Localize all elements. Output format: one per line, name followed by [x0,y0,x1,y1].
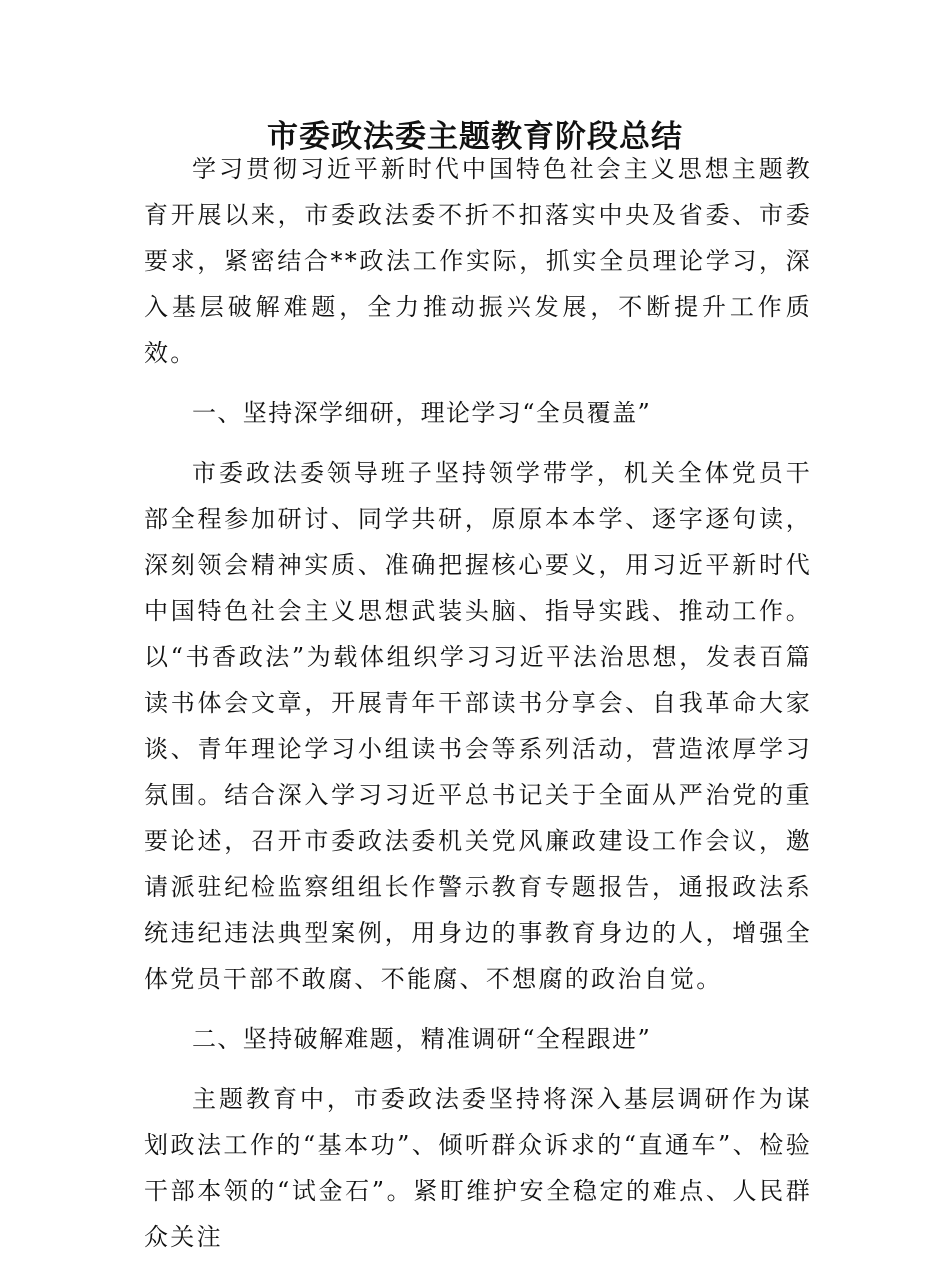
intro-paragraph: 学习贯彻习近平新时代中国特色社会主义思想主题教育开展以来，市委政法委不折不扣落实中央及省委、市委要求，紧密结合**政法工作实际，抓实全员理论学习，深入基层破解难题，全力推动振兴发展，不断提升工作质效。 [144,155,812,367]
section-2-paragraph: 主题教育中，市委政法委坚持将深入基层调研作为谋划政法工作的“基本功”、倾听群众诉求的“直通车”、检验干部本领的“试金石”。紧盯维护安全稳定的难点、人民群众关注 [144,1085,812,1251]
section-1-heading: 一、坚持深学细研，理论学习“全员覆盖” [192,399,652,427]
document-title: 市委政法委主题教育阶段总结 [267,119,683,155]
section-1-paragraph: 市委政法委领导班子坚持领学带学，机关全体党员干部全程参加研讨、同学共研，原原本本学、逐字逐句读，深刻领会精神实质、准确把握核心要义，用习近平新时代中国特色社会主义思想武装头脑、指导实践、推动工作。以“书香政法”为载体组织学习习近平法治思想，发表百篇读书体会文章，开展青年干部读书分享会、自我革命大家谈、青年理论学习小组读书会等系列活动，营造浓厚学习氛围。结合深入学习习近平总书记关于全面从严治党的重要论述，召开市委政法委机关党风廉政建设工作会议，邀请派驻纪检监察组组长作警示教育专题报告，通报政法系统违纪违法典型案例，用身边的事教育身边的人，增强全体党员干部不敢腐、不能腐、不想腐的政治自觉。 [144,459,812,993]
section-2-heading: 二、坚持破解难题，精准调研“全程跟进” [192,1025,652,1053]
document-body [144,146,812,1274]
